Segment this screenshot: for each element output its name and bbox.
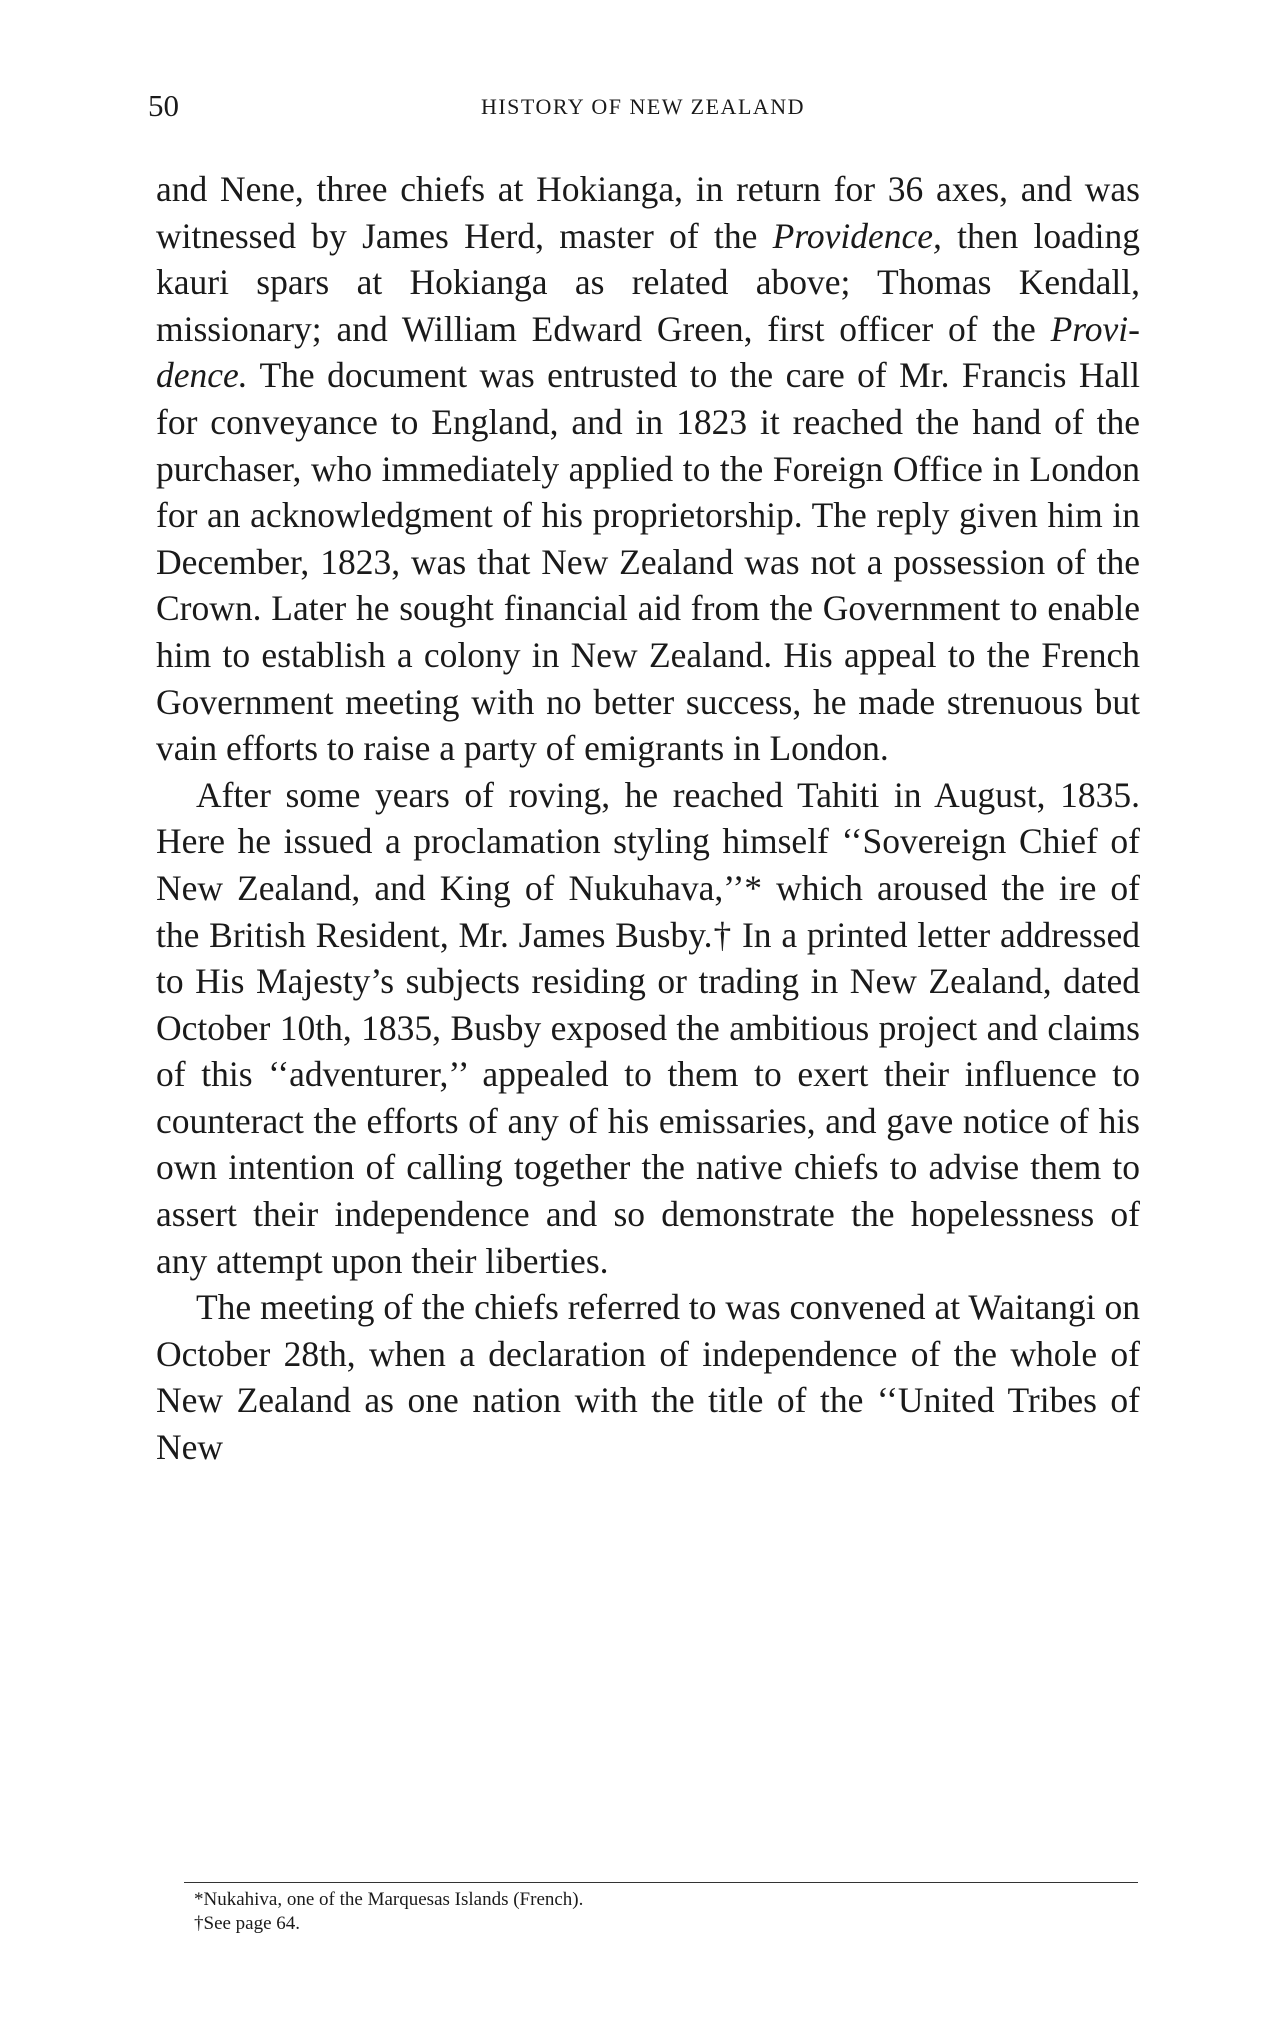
text-run: then loading kauri spars at Hokianga as related above; Thomas Kendall, missionary; and William Edward Green, first officer of the [156,215,1141,349]
text-run: After some years of roving, he reached Tahiti in August, 1835. Here he issued a proclamation styling himself ‘‘Sovereign Chief of New Zealand, and King of Nukuhava,’’* which aroused the ire of the British Resident, Mr. James Busby.† In a printed letter addressed to His Majesty’s subjects residing or trading in New Zealand, dated October 10th, 1835, Busby exposed the ambitious project and claims of this ‘‘adventurer,’’ appealed to them to exert their influence to counteract the efforts of any of his emissaries, and gave notice of his own intention of calling together the native chiefs to advise them to assert their independence and so demonstrate the hopelessness of any attempt upon their liberties. [156,774,1140,1281]
footnote: †See page 64. [194,1913,301,1934]
footnotes [194,1888,1134,1936]
italic-ship-name: Providence, [772,215,942,256]
text-run: The document was entrusted to the care of Mr. Francis Hall for conveyance to England, and in 1823 it reached the hand of the purchaser, who immediately applied to the Foreign Office in London for an acknowledgment of his proprietorship. The reply given him in December, 1823, was that New Zealand was not a possession of the Crown. Later he sought financial aid from the Government to enable him to establish a colony in New Zealand. His appeal to the French Government meeting with no better success, he made strenuous but vain efforts to raise a party of emigrants in London. [156,355,1140,769]
text-run: and Nene, three chiefs at Hokianga, in return for 36 axes, and was witnessed by James Herd, master of the [156,169,1140,256]
paragraph [156,166,1140,772]
body-text [156,166,1140,1471]
italic-ship-name: Providence. [156,308,1140,396]
footnote: *Nukahiva, one of the Marquesas Islands (French). [194,1889,584,1910]
paragraph [156,772,1140,1285]
page-number: 50 [148,88,179,123]
running-head: HISTORY OF NEW ZEALAND [480,94,806,119]
footnote-rule [184,1882,1138,1883]
paragraph [156,1284,1140,1470]
text-run: The meeting of the chiefs referred to was convened at Waitangi on October 28th, when a declaration of independence of the whole of New Zealand as one nation with the title of the ‘‘United Tribes of New [156,1287,1140,1468]
page-header [148,88,1138,128]
